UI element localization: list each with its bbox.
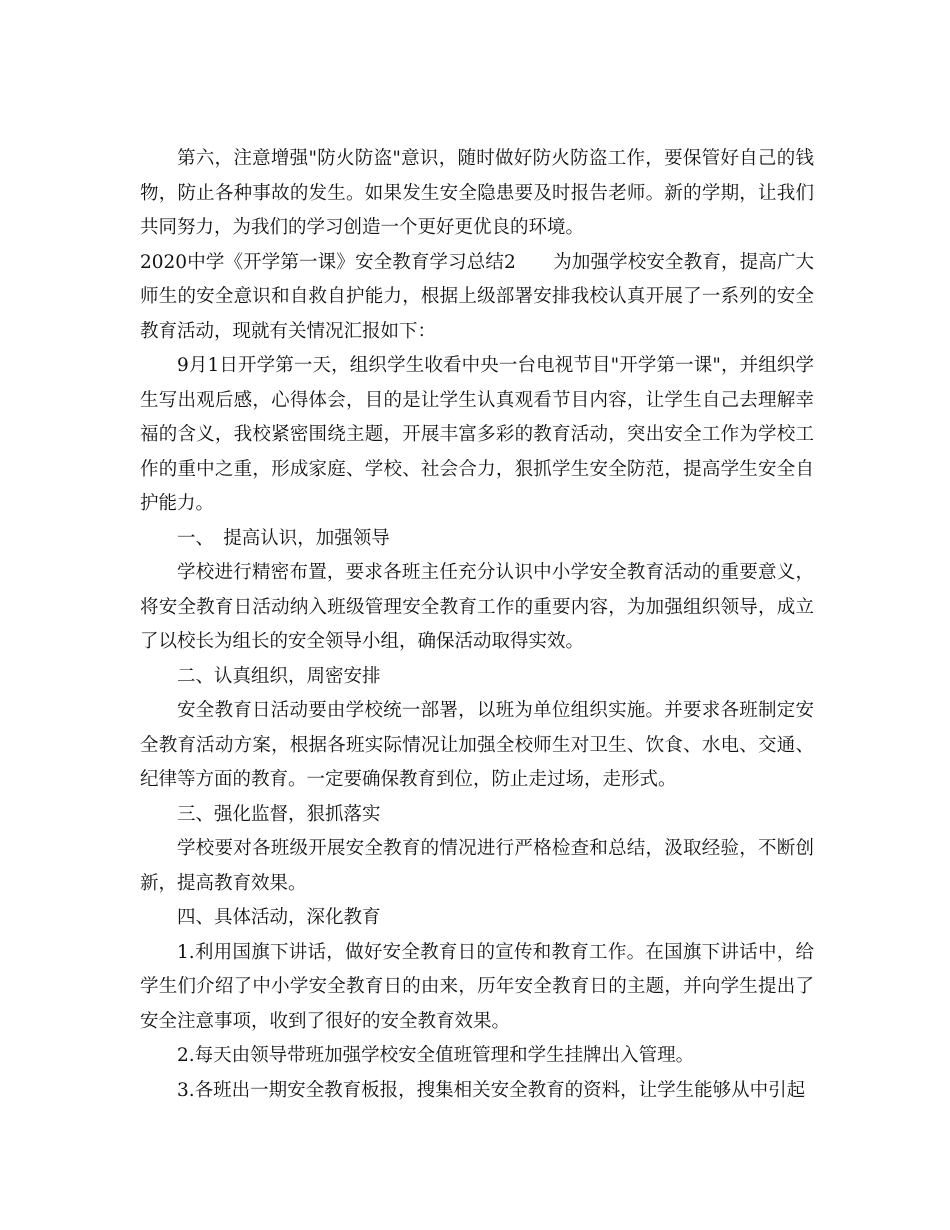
heading-section-2: 二、认真组织，周密安排 [177,665,381,687]
heading-section-1: 一、 提高认识，加强领导 [177,527,390,549]
paragraph-section-3: 学校要对各班级开展安全教育的情况进行严格检查和总结，汲取经验，不断创新，提高教育效果。 [140,838,814,894]
heading-section-3: 三、强化监督，狠抓落实 [177,803,381,825]
list-item-1: 1.利用国旗下讲话，做好安全教育日的宣传和教育工作。在国旗下讲话中，给学生们介绍了中小学安全教育日的由来，历年安全教育日的主题，并向学生提出了安全注意事项，收到了很好的安全教育效果。 [140,941,814,1032]
paragraph-fire-safety: 第六，注意增强"防火防盗"意识，随时做好防火防盗工作，要保管好自己的钱物，防止各种事故的发生。如果发生安全隐患要及时报告老师。新的学期，让我们共同努力，为我们的学习创造一个更好更优良的环境。 [140,148,814,238]
paragraph-section-1: 学校进行精密布置，要求各班主任充分认识中小学安全教育活动的重要意义，将安全教育日活动纳入班级管理安全教育工作的重要内容，为加强组织领导，成立了以校长为组长的安全领导小组，确保活动取得实效。 [140,562,814,652]
paragraph-first-lesson: 9月1日开学第一天，组织学生收看中央一台电视节目"开学第一课"，并组织学生写出观后感，心得体会，目的是让学生认真观看节目内容，让学生自己去理解幸福的含义，我校紧密围绕主题，开展丰富多彩的教育活动，突出安全工作为学校工作的重中之重，形成家庭、学校、社会合力，狠抓学生安全防范，提高学生安全自护能力。 [140,355,814,514]
list-item-2: 2.每天由领导带班加强学校安全值班管理和学生挂牌出入管理。 [177,1045,695,1066]
paragraph-section-2: 安全教育日活动要由学校统一部署，以班为单位组织实施。并要求各班制定安全教育活动方案，根据各班实际情况让加强全校师生对卫生、饮食、水电、交通、纪律等方面的教育。一定要确保教育到位，防止走过场，走形式。 [140,700,814,790]
document-page [140,142,814,1108]
list-item-3: 3.各班出一期安全教育板报，搜集相关安全教育的资料，让学生能够从中引起 [177,1079,806,1101]
paragraph-summary-title: 2020中学《开学第一课》安全教育学习总结2 为加强学校安全教育，提高广大师生的安全意识和自救自护能力，根据上级部署安排我校认真开展了一系列的安全教育活动，现就有关情况汇报如下： [140,251,814,342]
heading-section-4: 四、具体活动，深化教育 [177,907,381,928]
